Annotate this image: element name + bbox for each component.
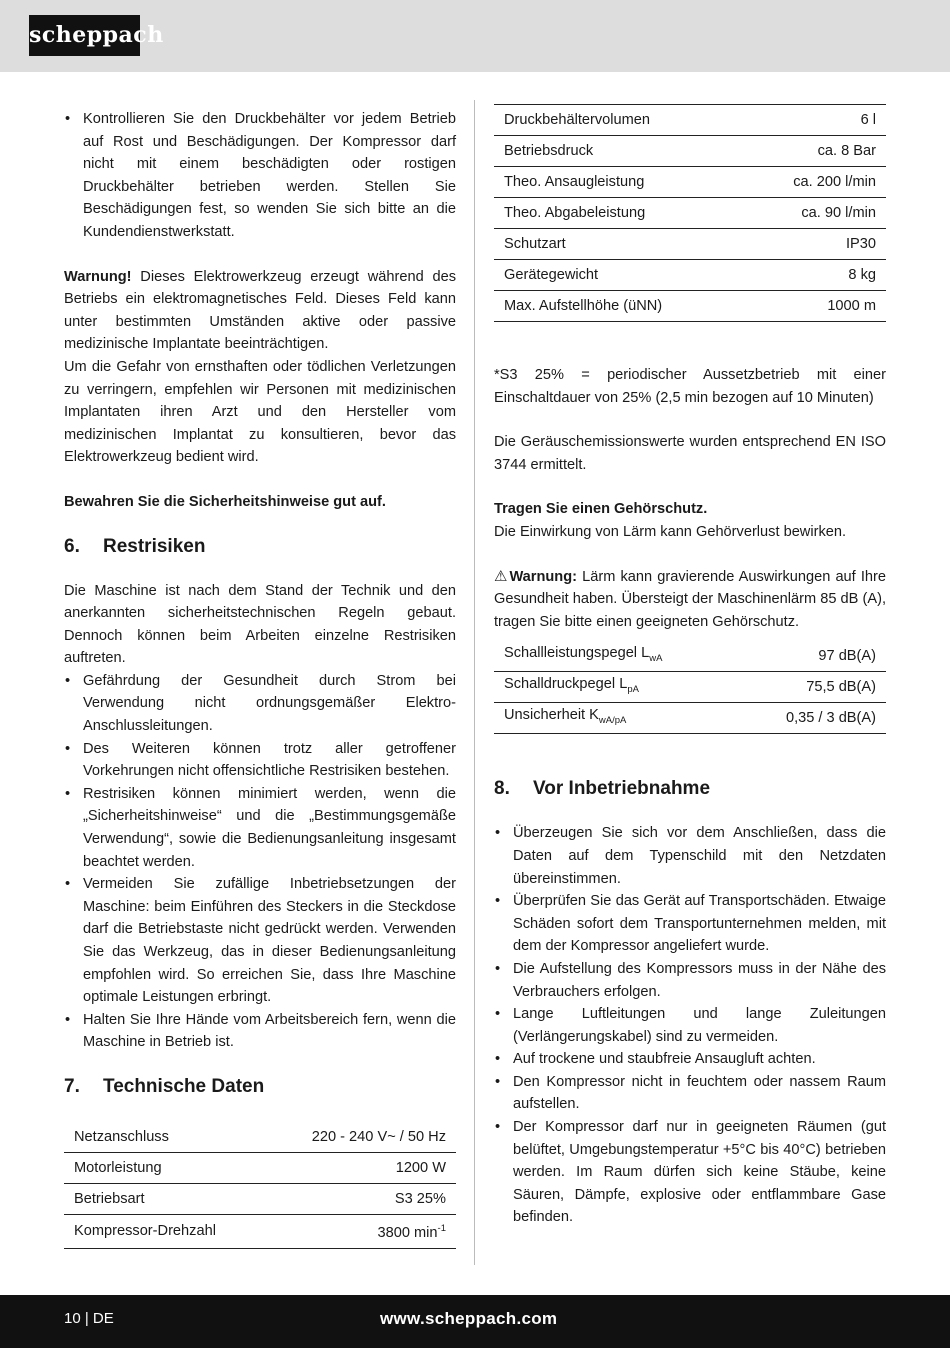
left-column bbox=[64, 108, 456, 1249]
warning-label: Warnung! bbox=[64, 268, 132, 285]
spec-label: Netzanschluss bbox=[64, 1122, 231, 1153]
website-link[interactable]: www.scheppach.com bbox=[380, 1309, 558, 1328]
spec-value: 6 l bbox=[743, 105, 886, 136]
spec-label: Druckbehältervolumen bbox=[494, 105, 743, 136]
spec-table-left bbox=[64, 1122, 456, 1215]
right-column bbox=[494, 104, 886, 1229]
spec-label: Theo. Abgabeleistung bbox=[494, 198, 743, 229]
section-heading-6: 6. Restrisiken bbox=[64, 535, 206, 557]
table-row bbox=[494, 641, 886, 672]
spec-label: Schalldruckpegel $L_{pA}$ bbox=[494, 672, 736, 703]
spec-value: ca. 90 l/min bbox=[743, 198, 886, 229]
spec-label: Betriebsdruck bbox=[494, 136, 743, 167]
spec-label: Schutzart bbox=[494, 229, 743, 260]
emf-warning bbox=[64, 266, 456, 356]
table-row bbox=[494, 136, 886, 167]
spec-value: S3 25% bbox=[231, 1183, 456, 1214]
list-item: • Überprüfen Sie das Gerät auf Transportschäden. Etwaige Schäden sofort dem Transportunternehmen melden, mit dem der Kompressor angeliefert wurde. bbox=[494, 890, 886, 958]
list-item: • Lange Luftleitungen und lange Zuleitungen (Verlängerungskabel) sind zu vermeiden. bbox=[494, 1003, 886, 1048]
spec-value: ca. 200 l/min bbox=[743, 167, 886, 198]
warning-text: Dieses Elektrowerkzeug erzeugt während des Betriebs ein elektromagnetisches Feld. Dieses Feld kann unter bestimmten Umständen aktive oder passive medizinische Implantate beeinträchtigen. bbox=[64, 268, 456, 353]
table-row bbox=[494, 198, 886, 229]
header-bar bbox=[0, 0, 950, 72]
spec-label: Unsicherheit $K_{wA/pA}$ bbox=[494, 703, 736, 734]
table-row bbox=[64, 1183, 456, 1214]
section-heading-8: 8. Vor Inbetriebnahme bbox=[494, 778, 711, 800]
table-row bbox=[494, 167, 886, 198]
noise-warning: ⚠ Warnung: Lärm kann gravierende Auswirkungen auf Ihre Gesundheit haben. Übersteigt der Maschinenlärm 85 dB (A), tragen Sie bitte einen geeigneten Gehörschutz. bbox=[494, 567, 886, 630]
spec-value: 1000 m bbox=[743, 291, 886, 322]
table-row bbox=[494, 260, 886, 291]
list-item: • Überzeugen Sie sich vor dem Anschließen, dass die Daten auf dem Typenschild mit den Netzdaten übereinstimmen. bbox=[494, 822, 886, 890]
inspection-list bbox=[64, 108, 456, 244]
spec-value: 8 kg bbox=[743, 260, 886, 291]
s3-footnote: *S3 25% = periodischer Aussetzbetrieb mit einer Einschaltdauer von 25% (2,5 min bezogen auf 10 Minuten) bbox=[494, 367, 886, 406]
spec-label: Gerätegewicht bbox=[494, 260, 743, 291]
preparation-list bbox=[494, 822, 886, 1229]
column-divider bbox=[474, 100, 475, 1265]
table-row bbox=[494, 672, 886, 703]
spec-value: IP30 bbox=[743, 229, 886, 260]
table-row bbox=[494, 703, 886, 734]
spec-label: Max. Aufstellhöhe (üNN) bbox=[494, 291, 743, 322]
list-item: • Des Weiteren können trotz aller getroffener Vorkehrungen nicht offensichtliche Restrisiken bestehen. bbox=[64, 738, 456, 783]
risk-intro: Die Maschine ist nach dem Stand der Technik und den anerkannten sicherheitstechnischen Regeln gebaut. Dennoch können beim Arbeiten einzelne Restrisiken auftreten. bbox=[64, 582, 456, 667]
hearing-text: Die Einwirkung von Lärm kann Gehörverlust bewirken. bbox=[494, 523, 847, 540]
keep-safety-notes: Bewahren Sie die Sicherheitshinweise gut auf. bbox=[64, 493, 386, 510]
page-number: 10 | DE bbox=[64, 1310, 114, 1327]
spec-table-right bbox=[494, 104, 886, 322]
spec-value: 97 dB(A) bbox=[736, 641, 886, 672]
warning-triangle-icon: ⚠ bbox=[494, 567, 508, 585]
table-row bbox=[64, 1215, 456, 1249]
table-row bbox=[494, 291, 886, 322]
list-item: • Den Kompressor nicht in feuchtem oder nassem Raum aufstellen. bbox=[494, 1071, 886, 1116]
list-item: • Der Kompressor darf nur in geeigneten Räumen (gut belüftet, Umgebungstemperatur +5°C bis 40°C) betrieben werden. Im Raum dürfen sich keine Stäube, keine Säuren, Dämpfe, explosive oder entflammbare Gase befinden. bbox=[494, 1116, 886, 1229]
list-item: • Restrisiken können minimiert werden, wenn die „Sicherheitshinweise“ und die „Bestimmungsgemäße Verwendung“, sowie die Bedienungsanleitung insgesamt beachtet werden. bbox=[64, 783, 456, 873]
spec-value: 0,35 / 3 dB(A) bbox=[736, 703, 886, 734]
spec-value: 220 - 240 V~ / 50 Hz bbox=[231, 1122, 456, 1153]
table-row bbox=[494, 229, 886, 260]
list-item: • Auf trockene und staubfreie Ansaugluft achten. bbox=[494, 1048, 886, 1071]
list-item: • Kontrollieren Sie den Druckbehälter vor jedem Betrieb auf Rost und Beschädigungen. Der Kompressor darf nicht mit einem beschädigten oder rostigen Druckbehälter betrieben werden. Stellen Sie Beschädigungen fest, so wenden Sie sich bitte an die Kundendienstwerkstatt. bbox=[64, 108, 456, 244]
noise-measurement-note: Die Geräuschemissionswerte wurden entsprechend EN ISO 3744 ermittelt. bbox=[494, 434, 886, 473]
spec-label: Motorleistung bbox=[64, 1152, 231, 1183]
section-heading-7: 7. Technische Daten bbox=[64, 1075, 265, 1097]
list-item: • Vermeiden Sie zufällige Inbetriebsetzungen der Maschine: beim Einführen des Steckers in die Steckdose darf die Betriebstaste nicht gedrückt werden. Verwenden Sie das Werkzeug, das in dieser Bedienungsanleitung empfohlen wird. So erreichen Sie, dass Ihre Maschine optimale Leistungen erbringt. bbox=[64, 873, 456, 1009]
hearing-title: Tragen Sie einen Gehörschutz. bbox=[494, 501, 708, 518]
risk-list bbox=[64, 670, 456, 1054]
spec-label: Theo. Ansaugleistung bbox=[494, 167, 743, 198]
spec-value: 3800 $\min^{-1}$ bbox=[317, 1215, 456, 1249]
noise-table bbox=[494, 641, 886, 734]
table-row bbox=[494, 105, 886, 136]
spec-label: Schallleistungspegel $L_{wA}$ bbox=[494, 641, 736, 672]
spec-label: Kompressor-Drehzahl bbox=[64, 1215, 317, 1249]
spec-value: 1200 W bbox=[231, 1152, 456, 1183]
spec-table-rpm bbox=[64, 1215, 456, 1250]
footer-bar bbox=[0, 1295, 950, 1348]
list-item: • Halten Sie Ihre Hände vom Arbeitsbereich fern, wenn die Maschine in Betrieb ist. bbox=[64, 1009, 456, 1054]
brand-logo: scheppach bbox=[29, 15, 140, 56]
table-row bbox=[64, 1122, 456, 1153]
implant-advice: Um die Gefahr von ernsthaften oder tödlichen Verletzungen zu verringern, empfehlen wir Personen mit medizinischen Implantaten ihren Arzt und den Hersteller vom medizinischen Implantat zu konsultieren, bevor das Elektrowerkzeug bedient wird. bbox=[64, 358, 456, 466]
spec-label: Betriebsart bbox=[64, 1183, 231, 1214]
list-item: • Gefährdung der Gesundheit durch Strom bei Verwendung nicht ordnungsgemäßer Elektro-Anschlussleitungen. bbox=[64, 670, 456, 738]
spec-value: ca. 8 Bar bbox=[743, 136, 886, 167]
list-item: • Die Aufstellung des Kompressors muss in der Nähe des Verbrauchers erfolgen. bbox=[494, 958, 886, 1003]
spec-value: 75,5 dB(A) bbox=[736, 672, 886, 703]
table-row bbox=[64, 1152, 456, 1183]
